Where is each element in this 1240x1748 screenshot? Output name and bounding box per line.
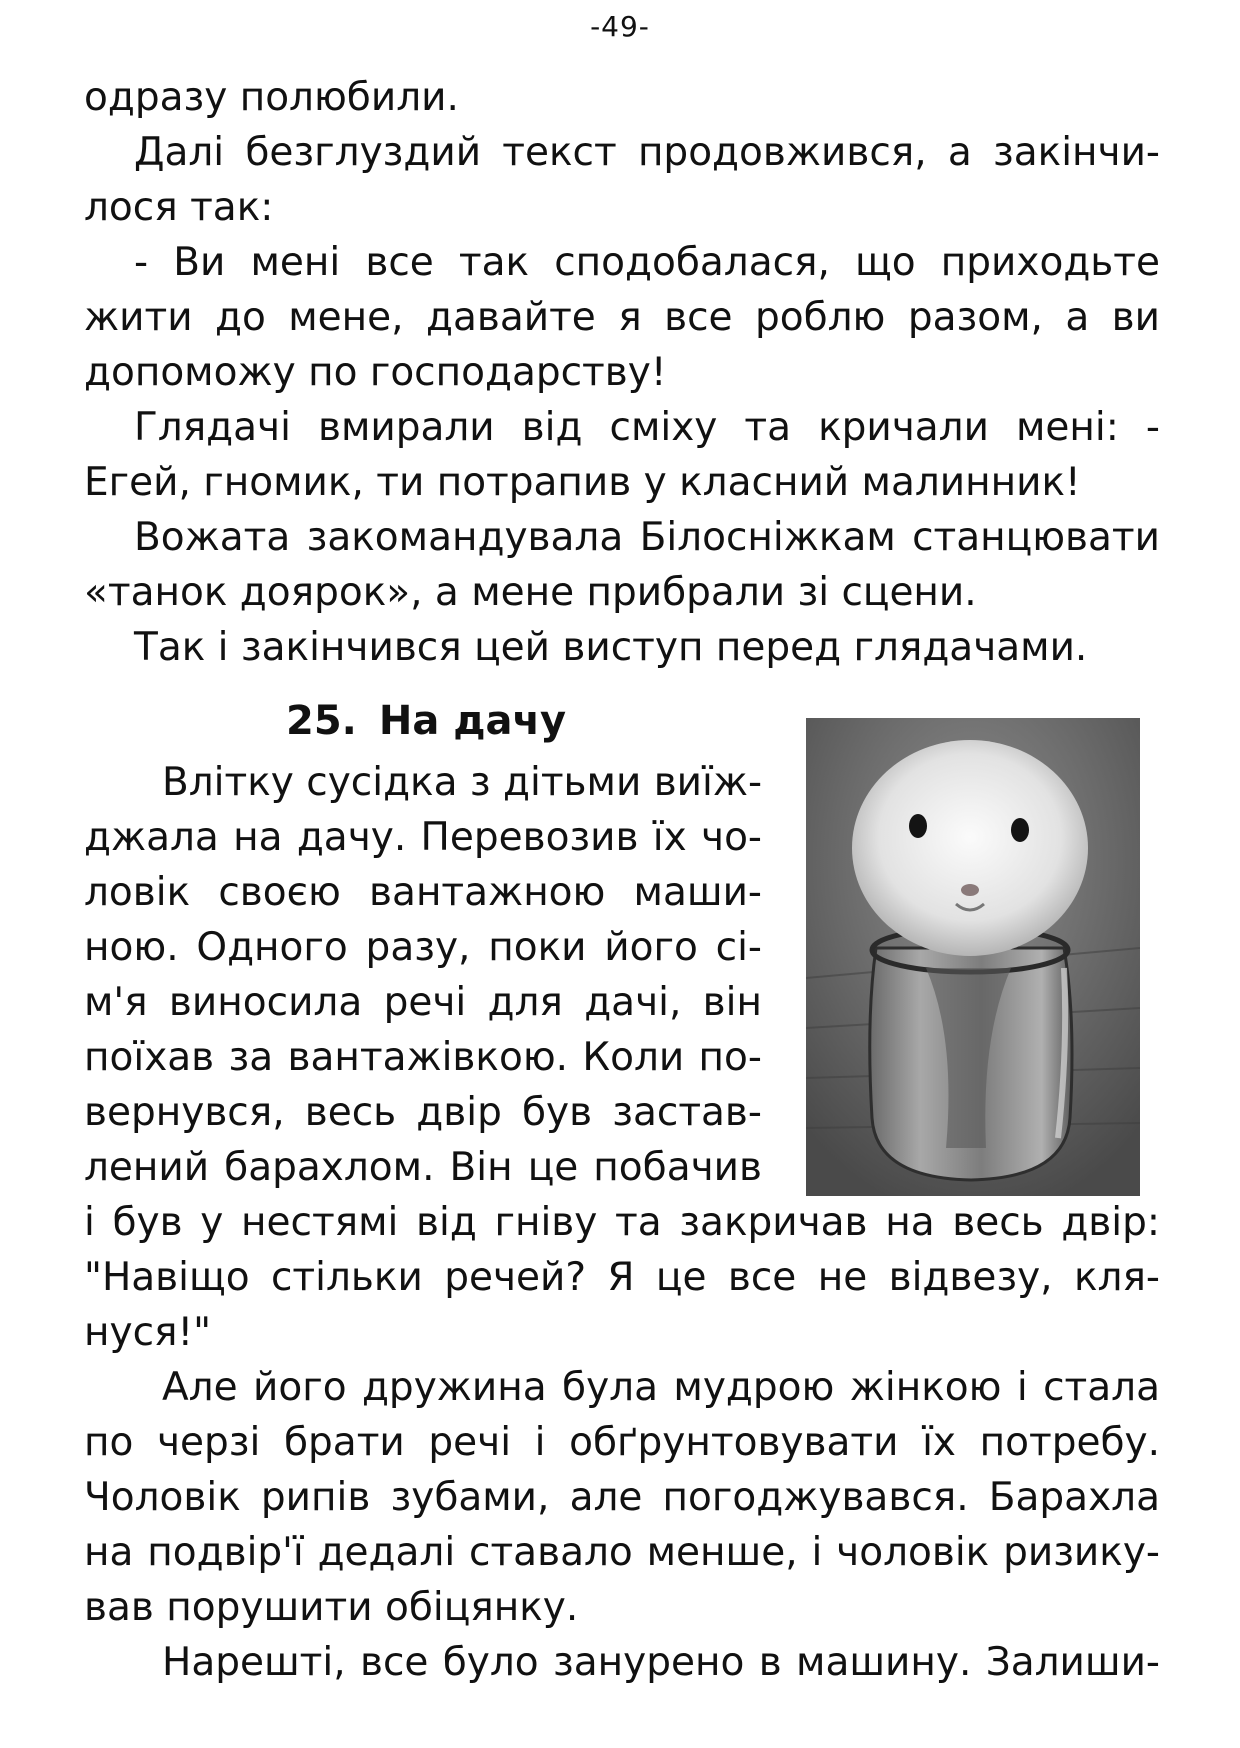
text-line: жити до мене, давайте я все роблю разом, а ви: [84, 295, 1160, 340]
text-block-top: [84, 70, 1160, 675]
text-line: джала на дачу. Перевозив їх чо-: [84, 815, 762, 860]
text-line: вав порушити обіцянку.: [84, 1585, 579, 1630]
text-line: лений барахлом. Він це побачив: [84, 1145, 762, 1190]
text-line: м'я виносила речі для дачі, він: [84, 980, 762, 1025]
hamster-in-jar-photo: [806, 718, 1140, 1196]
text-line: Чоловік рипів зубами, але погоджувався. Барахла: [84, 1475, 1160, 1520]
text-line: поїхав за вантажівкою. Коли по-: [84, 1035, 762, 1080]
text-line: Вожата закомандувала Білосніжкам станцювати: [134, 515, 1160, 560]
text-line: - Ви мені все так сподобалася, що приходьте: [134, 240, 1160, 285]
text-line: по черзі брати речі і обґрунтовувати їх потребу.: [84, 1420, 1160, 1465]
text-line: нуся!": [84, 1310, 212, 1355]
text-line: вернувся, весь двір був застав-: [84, 1090, 762, 1135]
text-line: лося так:: [84, 185, 274, 230]
text-line: Глядачі вмирали від сміху та кричали мені: -: [134, 405, 1160, 450]
text-line: і був у нестямі від гніву та закричав на весь двір:: [84, 1200, 1160, 1245]
text-line: Егей, гномик, ти потрапив у класний малинник!: [84, 460, 1081, 505]
text-line: Далі безглуздий текст продовжився, а закінчи-: [134, 130, 1160, 175]
text-block-wrapped: [84, 755, 762, 1195]
text-line: Так і закінчився цей виступ перед глядачами.: [134, 625, 1088, 670]
text-line: ловік своєю вантажною маши-: [84, 870, 762, 915]
section-number: 25.: [286, 698, 357, 744]
text-line: на подвір'ї дедалі ставало менше, і чоловік ризику-: [84, 1530, 1160, 1575]
section-title: На дачу: [378, 698, 567, 744]
text-line: допоможу по господарству!: [84, 350, 667, 395]
text-line: Нарешті, все було занурено в машину. Залиши-: [162, 1640, 1160, 1685]
text-line: одразу полюбили.: [84, 75, 459, 120]
text-line: Влітку сусідка з дітьми виїж-: [162, 760, 763, 805]
text-line: Але його дружина була мудрою жінкою і стала: [162, 1365, 1160, 1410]
page-number: -49-: [590, 10, 650, 43]
text-block-bottom: [84, 1195, 1160, 1690]
text-line: "Навіщо стільки речей? Я це все не відвезу, кля-: [84, 1255, 1160, 1300]
section-heading: [286, 698, 566, 744]
text-line: ною. Одного разу, поки його сі-: [84, 925, 762, 970]
text-line: «танок доярок», а мене прибрали зі сцени.: [84, 570, 977, 615]
